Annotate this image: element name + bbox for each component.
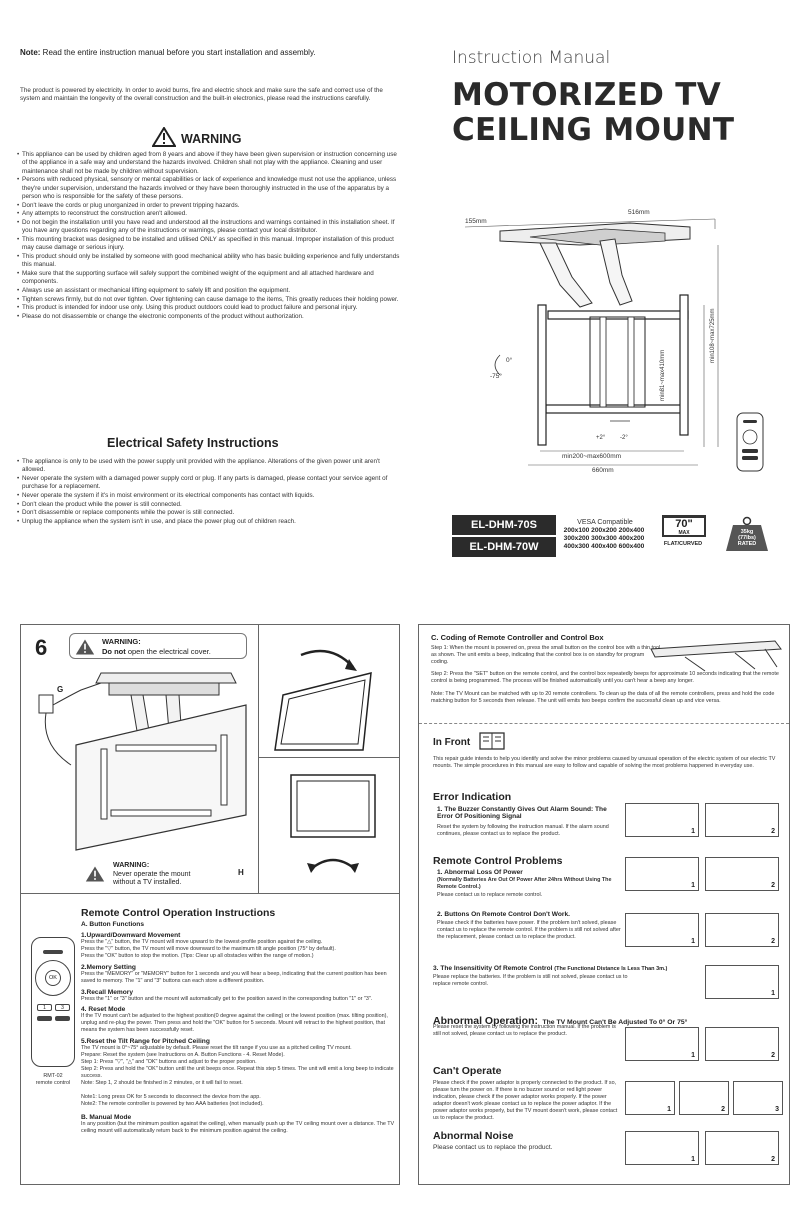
list-item: • This product should only be installed by someone with good mechanical ability who has basic building experience and fully understands this manual. [18,253,400,270]
err1-figure-1 [625,803,699,837]
list-item: • The appliance is only to be used with the power supply unit provided with the appliance. Alterations of the given power unit aren't allowed. [18,458,400,475]
rc1-sub: (Normally Batteries Are Out Of Power After 24hrs Without Using The Remote Control.) [437,877,612,890]
install-panel [20,624,400,1185]
max-size-badge [662,515,706,537]
c-step2: Step 2: Press the "SET" button on the remote control, and the control box repeatedly beeps for approximate 10 seconds indicating that the remote control is being programmed. The process will be finished automatically until you can't hear a beep any longer. [431,671,779,684]
model-70w: EL-DHM-70W [452,537,556,557]
list-item: • This mounting bracket was designed to be installed and utilised ONLY as specified in this manual. Improper installation of this product may cause damage or serious injury. [18,236,400,253]
instruction-line: Prepare: Reset the system (see Instructions on A. Button Functions - 4. Reset Mode). [81,1052,285,1059]
list-item: • Any attempts to reconstruct the construction aren't allowed. [18,210,400,218]
b-title: B. Manual Mode [81,1114,132,1122]
list-item: • Don't clean the product while the power is still connected. [18,501,400,509]
list-item: • Don't disassemble or replace components while the power is still connected. [18,509,400,517]
weight-badge [725,516,769,552]
rc3-figure-1 [705,965,779,999]
figure-number: 1 [667,1106,671,1113]
figure-number: 2 [771,938,775,945]
control-box-drawing [645,637,785,673]
instruction-line: Step 1: Press "▽", "△" and "OK" buttons and adjust to the proper position. [81,1058,257,1065]
abnormal-noise-title: Abnormal Noise [433,1130,514,1142]
instruction-line: Press the "OK" button to stop the motion. (Tips: Clear up all obstacles within the range of motion.) [81,952,314,959]
tilt-minus: -2° [620,435,628,441]
electrical-safety-list [18,458,400,527]
co-figure-3 [733,1081,783,1115]
instruction-line: The TV mount is 0°~75° adjustable by default. Please reset the tilt range if you use as a pitched ceiling TV mount. [81,1045,352,1052]
manual-label: Instruction Manual [452,48,611,68]
dim-min108: min108~max725mm [710,308,716,363]
rc3-sub: (The Functional Distance Is Less Than 3m.) [554,966,668,972]
figure-number: 2 [771,882,775,889]
max-label: MAX [678,530,690,536]
rc1-title: 1. Abnormal Loss Of Power [437,869,523,876]
remote-button-1[interactable]: 1 [37,1004,52,1011]
vesa-row: 200x100 200x200 200x400 [563,527,645,534]
rc3-title: 3. The Insensitivity Of Remote Control [433,965,553,972]
step-number: 6 [35,635,48,660]
instruction-line: If the TV mount can't be adjusted to the highest position(0 degree against the ceiling) or the lowest position (max. tilting position), unplug and re-plug the power. Then press and hold the "OK" button for 5 seconds. Mount will retract to the highest position, that means the system has been successfully reset. [81,1013,388,1034]
rc1-figure-2 [705,857,779,891]
s1-title: 1.Upward/Downward Movement [81,932,181,939]
angle-75: -75° [490,373,502,380]
ab-text: Please reset the system by following the instruction manual. If the problem is still not solved, please contact us to replace the product. [433,1024,616,1037]
list-item: • Don't leave the cords or plug unorganized in order to prevent tripping hazards. [18,202,400,210]
ab-figure-1 [625,1027,699,1061]
warning-triangle-icon [85,865,105,883]
electrical-safety-title: Electrical Safety Instructions [107,436,279,450]
rc3-heading [433,965,667,972]
list-item: • Never operate the system if it's in moist environment or its electrical components has contact with liquids. [18,492,400,500]
note2: Note2: The remote controller is powered by two AAA batteries (not included). [81,1100,264,1107]
angle-0: 0° [506,357,513,364]
install-drawing [31,665,253,855]
figure-number: 1 [691,1156,695,1163]
figure-number: 1 [691,882,695,889]
retract-drawing [271,765,391,885]
weight-kg: 35kg [740,529,754,535]
mount-drawing-svg [460,215,780,483]
b-text: In any position (but the minimum position against the ceiling), when manually push up the TV ceiling mount over a distance. The TV ceiling mount will automatically return back to the minimum position against the ceiling. [81,1121,395,1135]
warning-no-tv-callout [81,861,231,889]
err1-text: Reset the system by following the instruction manual. If the alarm sound continues, please contact us to replace the product. [437,824,609,837]
note-line [20,48,400,59]
warning-triangle-icon [75,638,95,656]
figure-number: 2 [771,828,775,835]
dim-660: 660mm [592,467,614,474]
an-figure-1 [625,1131,699,1165]
list-item: • This appliance can be used by children aged from 8 years and above if they have been given supervision or instruction concerning use of the appliance in a safe way and understand the hazards involved. Children shall not play with the appliance. Cleaning and user maintenance shall not be made by children without supervision. [18,151,400,176]
list-item: • This product is intended for indoor use only. Using this product outdoors could lead to product failure and personal injury. [18,304,400,312]
in-front-text: This repair guide intends to help you identify and solve the minor problems caused by unusual operation of the electric system of our electric TV mounts. The simple procedures in this manual are easy to follow and capable of solving the most problems happened in everyday use. [433,756,776,769]
note-text: Read the entire instruction manual before you start installation and assembly. [40,48,316,57]
vesa-title: VESA Compatible [577,519,633,526]
figure-number: 2 [771,1156,775,1163]
list-item: • Please do not disassemble or change the electronic components of the product without authorization. [18,313,400,321]
remote-ok-button[interactable]: OK [45,970,61,986]
rc2-text: Please check if the batteries have power. If the problem isn't solved, please contact us to replace the remote control. If the problem is still not solved after the replacement, please contact us to replace the product. [437,920,621,940]
figure-number: 3 [775,1106,779,1113]
figure-number: 2 [771,1052,775,1059]
dim-min200: min200~max600mm [562,453,622,460]
rc3-text: Please replace the batteries. If the problem is still not solved, please contact us to replace remote control. [433,974,628,987]
s5-title: 5.Reset the Tilt Range for Pitched Ceiling [81,1038,210,1046]
label-h: H [238,868,244,877]
co-figure-2 [679,1081,729,1115]
remote-ops-title: Remote Control Operation Instructions [81,907,276,919]
rc2-title: 2. Buttons On Remote Control Don't Work. [437,911,570,918]
vesa-row: 300x200 300x300 400x200 [563,535,645,543]
max-size: 70" [675,518,693,530]
err1-figure-2 [705,803,779,837]
product-title-line2: CEILING MOUNT [452,112,735,148]
warn1-title: WARNING: [102,637,141,646]
s2-title: 2.Memory Setting [81,963,136,971]
instruction-line: Press the "▽" button, the TV mount will move downward to the maximum tilt angle position (75° by default). [81,945,336,952]
dim-516: 516mm [628,209,650,216]
list-item: • Unplug the appliance when the system isn't in use, and place the power plug out of children reach. [18,518,400,526]
warning-cover-callout [69,633,247,659]
mount-diagram [460,209,780,483]
flat-curved: FLAT/CURVED [663,541,703,547]
remote-memory-button[interactable] [37,1016,52,1021]
warn2-title: WARNING: [113,862,150,869]
co-figure-1 [625,1081,675,1115]
remote-button-3[interactable]: 3 [55,1004,70,1011]
label-g: G [57,685,64,694]
list-item: • Persons with reduced physical, sensory or mental capabilities or lack of experience and knowledge must not use the appliance, unless they're under supervision, understand the hazards involved or they have been thoroughly instructed in the use of the apparatus by a person who is responsible for the safety of these persons. [18,176,400,201]
warning-list [18,151,400,322]
remote-memory-button[interactable] [55,1016,70,1021]
s4-title: 4. Reset Mode [81,1006,126,1014]
list-item: • Always use an assistant or mechanical lifting equipment to safely lift and position the equipment. [18,287,400,295]
figure-number: 1 [771,990,775,997]
instruction-line: Press the "1" or "3" button and the mount will automatically get to the position saved in the corresponding button "1" or "3". [81,995,373,1002]
product-title-line1: MOTORIZED TV [452,77,722,113]
an-figure-2 [705,1131,779,1165]
warning-title: WARNING [181,132,242,146]
ab-title: Abnormal Operation: [433,1015,539,1027]
dim-155: 155mm [465,218,487,225]
c-title: C. Coding of Remote Controller and Control Box [431,633,604,642]
an-text: Please contact us to replace the product. [433,1144,553,1151]
cant-operate-title: Can't Operate [433,1065,502,1077]
err1-title: 1. The Buzzer Constantly Gives Out Alarm Sound: The Error Of Positioning Signal [437,806,607,820]
figure-number: 1 [691,828,695,835]
s1-text [81,939,395,960]
rc2-figure-1 [625,913,699,947]
instruction-line: Press the "MEMORY" or "MEMORY" button for 1 seconds and you will hear a beep, indicating that the current position has been saved to memory. The "1" and "3" buttons can each store a different position. [81,970,387,984]
error-indication-title: Error Indication [433,791,512,803]
troubleshoot-panel [418,624,790,1185]
remote-instructions [81,921,395,1135]
remote-problems-title: Remote Control Problems [433,855,563,867]
instruction-line: Press the "△" button, the TV mount will move upward to the lowest-profile position against the ceiling. [81,939,323,945]
figure-number: 1 [691,938,695,945]
s3-title: 3.Recall Memory [81,988,134,996]
s5-text [81,1045,395,1086]
s3-text [81,996,395,1003]
tilt-plus: +2° [596,435,606,441]
in-front-title: In Front [433,737,471,748]
weight-rated: RATED [737,541,757,547]
c-step1: Step 1: When the mount is powered on, press the small button on the control box with a thin tool as shown. The unit emits a beep, indicating that the control box is on standby for program coding. [431,645,661,665]
rc1-text: Please contact us to replace remote control. [437,892,543,898]
rc1-figure-1 [625,857,699,891]
model-70s: EL-DHM-70S [452,515,556,535]
warn1-rest: open the electrical cover. [125,647,211,656]
list-item: • Never operate the system with a damaged power supply cord or plug. If any parts is damaged, please contact your service agent of purchase for a replacement. [18,475,400,492]
instruction-line: Note: Step 1, 2 should be finished in 2 minutes, or it will fail to reset. [81,1079,243,1086]
ab-figure-2 [705,1027,779,1061]
note-label: Note: [20,48,41,57]
warning-triangle-icon [152,127,176,147]
warn1-bold: Do not [102,647,126,656]
tilt-down-drawing [271,645,391,755]
weight-lbs: (77lbs) [738,535,756,541]
warn2-text: Never operate the mount without a TV installed. [113,871,191,887]
note1: Note1: Long press OK for 5 seconds to disconnect the device from the app. [81,1093,261,1100]
vesa-row: 400x300 400x400 600x400 [563,543,645,551]
remote-control-figure [31,937,75,1067]
list-item: • Make sure that the supporting surface will safely support the combined weight of the equipment and all attached hardware and components. [18,270,400,287]
book-icon [479,731,505,751]
figure-number: 2 [721,1106,725,1113]
warning-heading [152,127,302,147]
s4-text [81,1013,395,1034]
figure-number: 1 [691,1052,695,1059]
s2-text [81,971,395,985]
rc2-figure-2 [705,913,779,947]
c-note: Note: The TV Mount can be matched with up to 20 remote controllers. To clean up the data of all the remote controllers, press and hold the code matching button for 5 seconds then release. The unit will emits two beeps confirm the successful clean up and vice versa. [431,691,775,704]
list-item: • Tighten screws firmly, but do not over tighten. Over tightening can cause damage to the items, This greatly reduces their holding power. [18,296,400,304]
intro-paragraph: The product is powered by electricity. In order to avoid burns, fire and electric shock and make sure the safe and correct use of the system and maintain the longevity of the overall construction and the built-in electronics, please read the instructions carefully. [20,87,383,103]
dim-min81: min81~max410mm [660,349,666,401]
remote-caption: RMT-02 remote control [35,1073,71,1086]
instruction-line: Step 2: Press and hold the "OK" button until the unit beeps once. Repeat this step 5 times. The unit will emit a long beep to indicate success. [81,1065,394,1079]
list-item: • Do not begin the installation until you have read and understood all the instructions and warnings contained in this installation sheet. If you have any questions regarding any of the instructions or warnings, please contact your local distributor. [18,219,400,236]
a-title: A. Button Functions [81,921,144,928]
vesa-sizes [556,527,652,552]
ab-sub: The TV Mount Can't Be Adjusted To 0° Or 75° [542,1019,688,1026]
co-text: Please check if the power adaptor is properly connected to the product. If so, please turn the power on. If there is no buzzer sound or red light power indication, please check if the power adaptor works properly. If the power adaptor doesn't work please contact us to replace the power adaptor. If the power adaptor works properly, but the TV mount doesn't work, please contact us to replace the product. [433,1080,618,1121]
